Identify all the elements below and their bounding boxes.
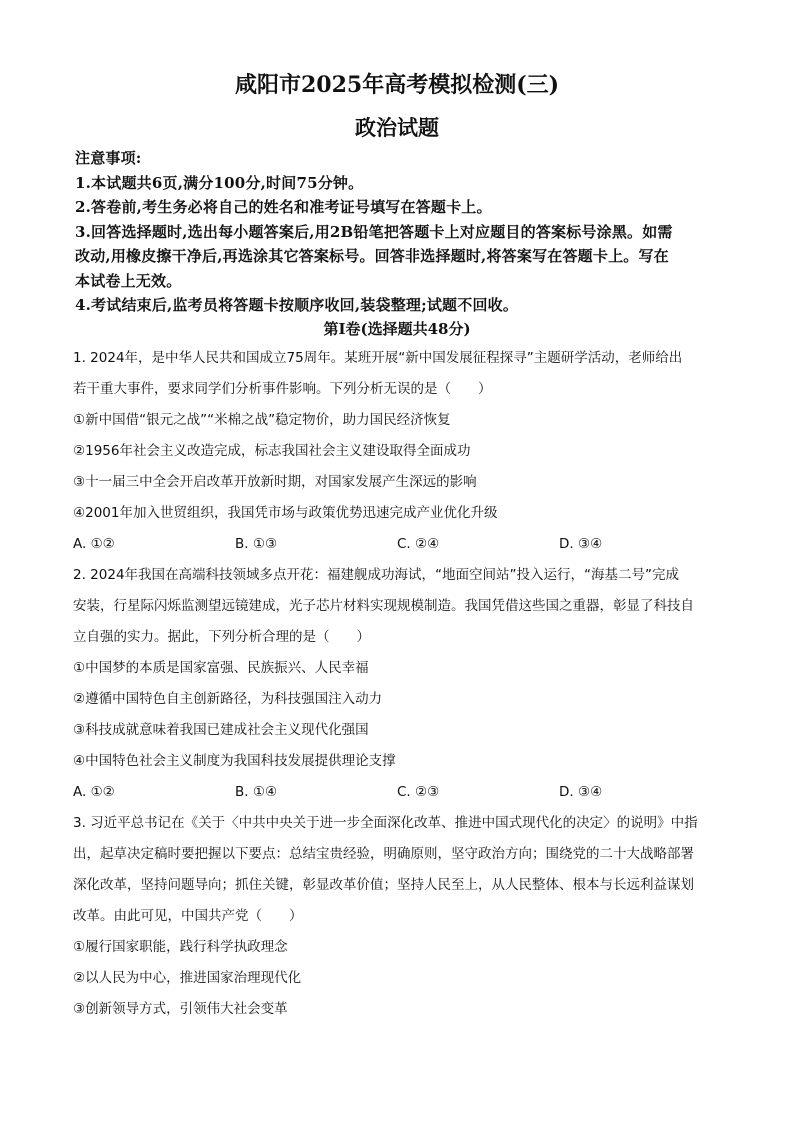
statement-option: ②遵循中国特色自主创新路径，为科技强国注入动力	[73, 691, 383, 707]
question-stem-line: 2. 2024年我国在高端科技领域多点开花：福建舰成功海试，“地面空间站”投入运行，“海基二号”完成	[73, 567, 680, 583]
notes-line: 2.答卷前,考生务必将自己的姓名和准考证号填写在答题卡上。	[75, 198, 492, 216]
answer-choices	[73, 777, 723, 808]
choice-c: C. ②④	[397, 536, 440, 552]
statement-option: ②以人民为中心，推进国家治理现代化	[73, 970, 302, 986]
choice-d: D. ③④	[559, 784, 603, 800]
question-stem-line: 出，起草决定稿时要把握以下要点：总结宝贵经验，明确原则，坚守政治方向；围绕党的二十大战略部署	[73, 846, 694, 862]
statement-option: ①中国梦的本质是国家富强、民族振兴、人民幸福	[73, 660, 369, 676]
question-stem-line: 立自强的实力。据此，下列分析合理的是（ ）	[73, 629, 370, 645]
choice-b: B. ①③	[235, 536, 278, 552]
choice-a: A. ①②	[73, 536, 115, 552]
question-2	[73, 560, 723, 808]
question-stem-line: 1. 2024年，是中华人民共和国成立75周年。某班开展“新中国发展征程探寻”主题研学活动，老师给出	[73, 350, 683, 366]
choice-a: A. ①②	[73, 784, 115, 800]
statement-option: ①履行国家职能，践行科学执政理念	[73, 939, 288, 955]
question-stem-line: 3. 习近平总书记在《关于〈中共中央关于进一步全面深化改革、推进中国式现代化的决定〉的说明》中指	[73, 815, 698, 831]
statement-option: ③创新领导方式，引领伟大社会变革	[73, 1001, 288, 1017]
answer-choices	[73, 529, 723, 560]
question-stem-line: 安装，行星际闪烁监测望远镜建成，光子芯片材料实现规模制造。我国凭借这些国之重器，彰显了科技自	[73, 598, 694, 614]
notes-line: 1.本试题共6页,满分100分,时间75分钟。	[75, 173, 364, 192]
choice-b: B. ①④	[235, 784, 278, 800]
statement-option: ④中国特色社会主义制度为我国科技发展提供理论支撑	[73, 753, 396, 769]
notes-block	[75, 146, 725, 318]
question-3	[73, 808, 723, 1025]
subject-title: 政治试题	[355, 115, 439, 140]
question-stem-line: 深化改革，坚持问题导向；抓住关键，彰显改革价值；坚持人民至上，从人民整体、根本与长远利益谋划	[73, 877, 694, 893]
notes-line: 改动,用橡皮擦干净后,再选涂其它答案标号。回答非选择题时,将答案写在答题卡上。写在	[75, 247, 669, 265]
choice-d: D. ③④	[559, 536, 603, 552]
statement-option: ③十一届三中全会开启改革开放新时期，对国家发展产生深远的影响	[73, 474, 477, 490]
choice-c: C. ②③	[397, 784, 440, 800]
question-stem-line: 改革。由此可见，中国共产党（ ）	[73, 908, 303, 924]
exam-title: 咸阳市2025年高考模拟检测(三)	[234, 72, 560, 98]
section-heading: 第Ⅰ卷(选择题共48分)	[323, 320, 471, 338]
statement-option: ④2001年加入世贸组织，我国凭市场与政策优势迅速完成产业优化升级	[73, 505, 498, 521]
notes-heading: 注意事项:	[75, 149, 142, 167]
questions-body	[73, 343, 723, 1025]
notes-line: 本试卷上无效。	[75, 271, 182, 290]
statement-option: ③科技成就意味着我国已建成社会主义现代化强国	[73, 722, 369, 738]
notes-line: 4.考试结束后,监考员将答题卡按顺序收回,装袋整理;试题不回收。	[75, 296, 519, 314]
question-1	[73, 343, 723, 560]
question-stem-line: 若干重大事件，要求同学们分析事件影响。下列分析无误的是（ ）	[73, 381, 492, 397]
statement-option: ②1956年社会主义改造完成，标志我国社会主义建设取得全面成功	[73, 443, 471, 459]
notes-line: 3.回答选择题时,选出每小题答案后,用2B铅笔把答题卡上对应题目的答案标号涂黑。如需	[75, 222, 673, 241]
statement-option: ①新中国借“银元之战”“米棉之战”稳定物价，助力国民经济恢复	[73, 412, 451, 428]
